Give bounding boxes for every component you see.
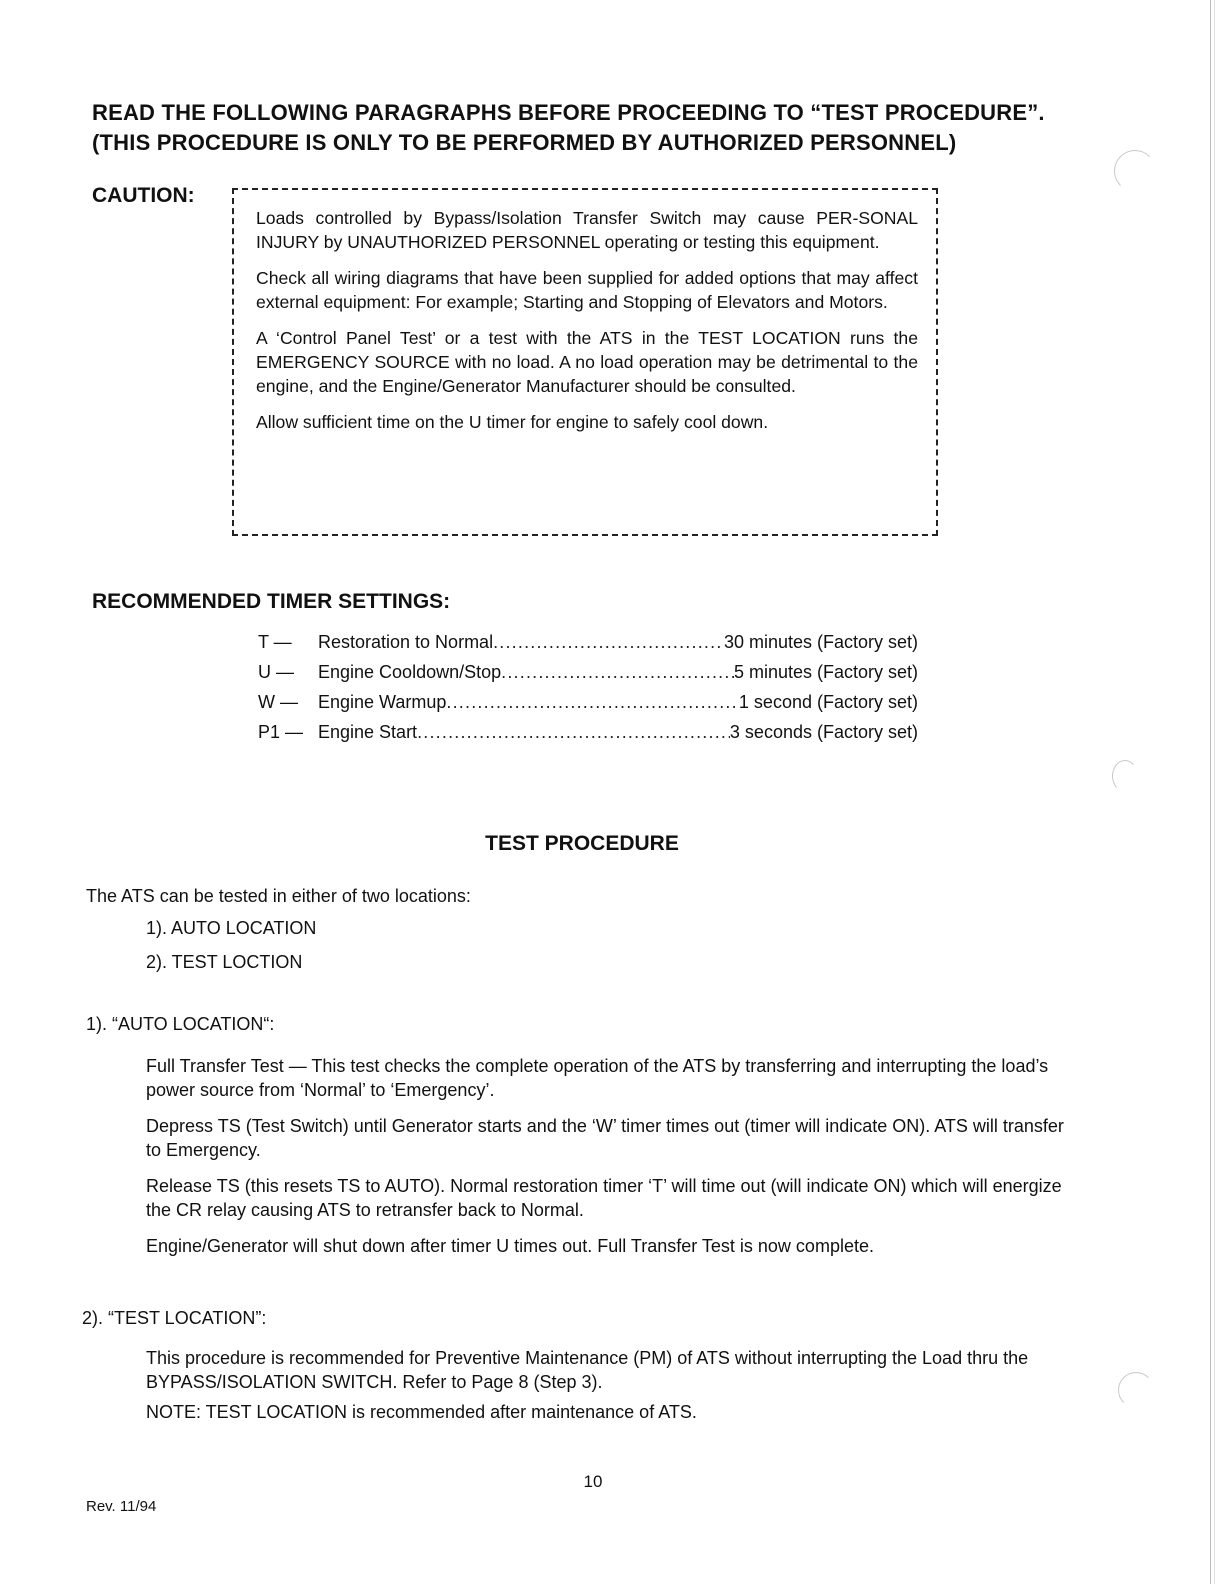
timer-name: Engine Cooldown/Stop xyxy=(318,662,502,682)
scan-mark xyxy=(1112,760,1138,792)
auto-paragraph: Release TS (this resets TS to AUTO). Normal restoration timer ‘T’ will time out (will indicate ON) which will energize the CR relay causing ATS to retransfer back to Normal. xyxy=(146,1176,1062,1220)
test-paragraph: NOTE: TEST LOCATION is recommended after maintenance of ATS. xyxy=(146,1402,697,1422)
auto-location-title: 1). “AUTO LOCATION“: xyxy=(86,1014,275,1034)
timer-code: P1 — xyxy=(258,722,304,742)
scan-edge-line-secondary xyxy=(1214,0,1215,1584)
scan-edge-line xyxy=(1210,0,1211,1584)
caution-paragraph: Check all wiring diagrams that have been supplied for added options that may affect external equipment: For example; Starting and Stopping of Elevators and Motors. xyxy=(256,268,918,312)
timer-value: 5 minutes (Factory set) xyxy=(733,662,918,682)
test-paragraph: This procedure is recommended for Preventive Maintenance (PM) of ATS without interrupting the Load thru the BYPASS/ISOLATION SWITCH. Refer to Page 8 (Step 3). xyxy=(146,1348,1029,1392)
dot-leader xyxy=(446,692,739,713)
scan-mark xyxy=(1118,1372,1154,1408)
location-item: 2). TEST LOCTION xyxy=(146,952,303,972)
scan-mark xyxy=(1114,150,1156,192)
dot-leader xyxy=(501,662,734,683)
timer-row xyxy=(258,692,918,722)
timer-settings-list xyxy=(258,632,918,752)
test-intro: The ATS can be tested in either of two locations: xyxy=(86,886,471,906)
auto-paragraph: Depress TS (Test Switch) until Generator starts and the ‘W’ timer times out (timer will indicate ON). ATS will transfer to Emergency. xyxy=(146,1116,1064,1160)
page-number: 10 xyxy=(583,1472,603,1491)
auto-paragraph: Engine/Generator will shut down after timer U times out. Full Transfer Test is now complete. xyxy=(146,1236,874,1256)
test-procedure-heading: TEST PROCEDURE xyxy=(485,832,679,855)
warning-heading-line-1: READ THE FOLLOWING PARAGRAPHS BEFORE PROCEEDING TO “TEST PROCEDURE”. xyxy=(92,100,1045,125)
timer-code: T — xyxy=(258,632,292,652)
timer-name: Engine Warmup xyxy=(318,692,447,712)
timer-code: U — xyxy=(258,662,294,682)
caution-text xyxy=(256,206,918,446)
auto-paragraph: Full Transfer Test — This test checks the complete operation of the ATS by transferring and interrupting the load’s power source from ‘Normal’ to ‘Emergency’. xyxy=(146,1056,1049,1100)
test-location-section xyxy=(146,1346,1080,1430)
caution-paragraph: Allow sufficient time on the U timer for engine to safely cool down. xyxy=(256,412,769,432)
timer-name: Engine Start xyxy=(318,722,418,742)
auto-location-section xyxy=(146,1054,1080,1270)
timer-row xyxy=(258,632,918,662)
dot-leader xyxy=(417,722,730,743)
timer-row xyxy=(258,662,918,692)
caution-label: CAUTION: xyxy=(92,184,195,207)
timer-code: W — xyxy=(258,692,298,712)
caution-paragraph: A ‘Control Panel Test’ or a test with the ATS in the TEST LOCATION runs the EMERGENCY SOURCE with no load. A no load operation may be detrimental to the engine, and the Engine/Generator Manufacturer should be consulted. xyxy=(256,328,918,396)
timer-settings-heading: RECOMMENDED TIMER SETTINGS: xyxy=(92,590,451,613)
timer-name: Restoration to Normal xyxy=(318,632,494,652)
timer-row xyxy=(258,722,918,752)
revision-label: Rev. 11/94 xyxy=(86,1498,157,1515)
timer-value: 3 seconds (Factory set) xyxy=(729,722,918,742)
test-location-title: 2). “TEST LOCATION”: xyxy=(82,1308,267,1328)
location-item: 1). AUTO LOCATION xyxy=(146,918,317,938)
dot-leader xyxy=(493,632,724,653)
timer-value: 1 second (Factory set) xyxy=(738,692,918,712)
timer-value: 30 minutes (Factory set) xyxy=(723,632,918,652)
caution-paragraph: Loads controlled by Bypass/Isolation Transfer Switch may cause PER-SONAL INJURY by UNAUTHORIZED PERSONNEL operating or testing this equipment. xyxy=(256,208,918,252)
warning-heading-line-2: (THIS PROCEDURE IS ONLY TO BE PERFORMED BY AUTHORIZED PERSONNEL) xyxy=(92,130,957,155)
